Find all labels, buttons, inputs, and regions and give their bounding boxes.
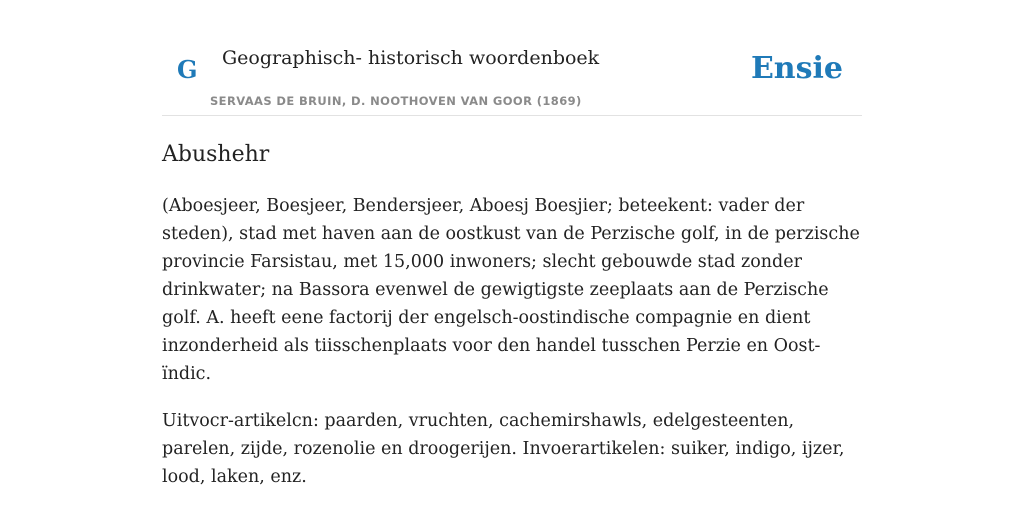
entry-paragraph: (Aboesjeer, Boesjeer, Bendersjeer, Aboesj Boesjier; beteekent: vader der steden), stad met haven aan de oostkust van de Perzische golf, in de perzische provincie Farsistau, met 15,000 inwoners; slecht gebouwde stad zonder drinkwater; na Bassora evenwel de gewigtigste zeeplaats aan de Perzische golf. A. heeft eene factorij der engelsch-oostindische compagnie en dient inzonderheid als tiisschenplaats voor den handel tusschen Perzie en Oost-ïndic. <box>162 196 860 384</box>
entry-paragraph: Uitvocr-artikelcn: paarden, vruchten, cachemirshawls, edelgesteenten, parelen, zijde, rozenolie en droogerijen. Invoerartikelen: suiker, indigo, ijzer, lood, laken, enz. <box>162 411 845 487</box>
page <box>162 0 862 487</box>
book-title-link[interactable]: Geographisch- historisch woordenboek <box>222 47 600 69</box>
entry-body <box>162 192 862 510</box>
entry-title: Abushehr <box>162 142 270 167</box>
book-author: SERVAAS DE BRUIN, D. NOOTHOVEN VAN GOOR (1869) <box>210 94 582 108</box>
book-logo-icon[interactable]: G <box>177 55 198 84</box>
ensie-logo-link[interactable]: Ensie <box>750 51 843 86</box>
page-header <box>162 0 862 116</box>
